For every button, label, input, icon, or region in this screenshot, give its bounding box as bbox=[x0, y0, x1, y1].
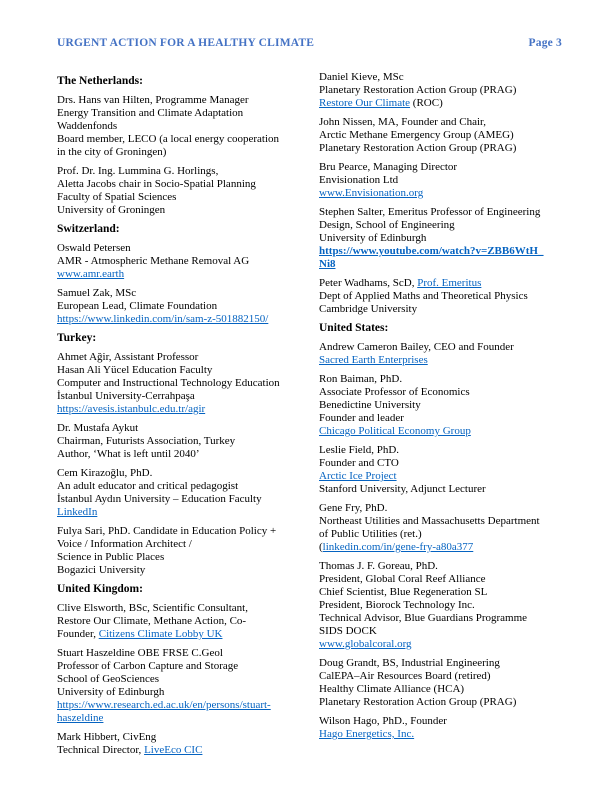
entry-text: Oswald Petersen bbox=[57, 242, 131, 254]
content-columns bbox=[57, 71, 562, 763]
country-heading: Switzerland: bbox=[57, 223, 120, 235]
entry-text: Doug Grandt, BS, Industrial Engineering bbox=[319, 657, 500, 669]
signatory-entry bbox=[57, 602, 303, 641]
signatory-entry bbox=[319, 277, 565, 316]
entry-text: Science in Public Places bbox=[57, 551, 165, 563]
signatory-entry bbox=[57, 242, 303, 281]
signatory-entry bbox=[319, 341, 565, 367]
entry-link[interactable]: Arctic Ice Project bbox=[319, 470, 397, 482]
entry-link[interactable]: LiveEco CIC bbox=[144, 744, 203, 756]
entry-text: School of GeoSciences bbox=[57, 673, 160, 685]
entry-text: SIDS DOCK bbox=[319, 625, 377, 637]
entry-text: Chairman, Futurists Association, Turkey bbox=[57, 435, 236, 447]
entry-text: Author, ‘What is left until 2040’ bbox=[57, 448, 200, 460]
entry-text: University of Edinburgh bbox=[319, 232, 427, 244]
entry-text: Voice / Information Architect / bbox=[57, 538, 192, 550]
signatory-entry bbox=[319, 715, 565, 741]
entry-text: Founder and leader bbox=[319, 412, 404, 424]
entry-text: Stuart Haszeldine OBE FRSE C.Geol bbox=[57, 647, 223, 659]
entry-text: Envisionation Ltd bbox=[319, 174, 399, 186]
entry-text: Ahmet Ağir, Assistant Professor bbox=[57, 351, 199, 363]
column-left bbox=[57, 71, 303, 763]
entry-text: Samuel Zak, MSc bbox=[57, 287, 137, 299]
entry-text: Cambridge University bbox=[319, 303, 418, 315]
signatory-entry bbox=[57, 422, 303, 461]
entry-text: AMR - Atmospheric Methane Removal AG bbox=[57, 255, 250, 267]
country-heading: The Netherlands: bbox=[57, 75, 143, 87]
entry-text: Faculty of Spatial Sciences bbox=[57, 191, 177, 203]
signatory-entry bbox=[319, 560, 565, 651]
entry-text: Mark Hibbert, CivEng bbox=[57, 731, 157, 743]
entry-text: Benedictine University bbox=[319, 399, 421, 411]
entry-text: Dr. Mustafa Aykut bbox=[57, 422, 139, 434]
entry-text: ( bbox=[319, 541, 323, 553]
entry-text: Board member, LECO (a local energy cooperation bbox=[57, 133, 280, 145]
entry-text: Aletta Jacobs chair in Socio-Spatial Planning bbox=[57, 178, 256, 190]
page-header bbox=[57, 37, 562, 50]
entry-link[interactable]: Hago Energetics, Inc. bbox=[319, 728, 415, 740]
signatory-entry bbox=[57, 165, 303, 217]
entry-text: Cem Kirazoğlu, PhD. bbox=[57, 467, 153, 479]
signatory-entry bbox=[57, 731, 303, 757]
entry-text: Thomas J. F. Goreau, PhD. bbox=[319, 560, 438, 572]
entry-text: European Lead, Climate Foundation bbox=[57, 300, 218, 312]
entry-text: Prof. Dr. Ing. Lummina G. Horlings, bbox=[57, 165, 219, 177]
entry-text: University of Groningen bbox=[57, 204, 166, 216]
entry-text: John Nissen, MA, Founder and Chair, bbox=[319, 116, 486, 128]
entry-text: Arctic Methane Emergency Group (AMEG) bbox=[319, 129, 514, 141]
entry-text: Stanford University, Adjunct Lecturer bbox=[319, 483, 486, 495]
entry-text: Founder, bbox=[57, 628, 99, 640]
entry-text: An adult educator and critical pedagogist bbox=[57, 480, 239, 492]
signatory-entry bbox=[319, 444, 565, 496]
entry-text: Wilson Hago, PhD., Founder bbox=[319, 715, 447, 727]
entry-text: Leslie Field, PhD. bbox=[319, 444, 400, 456]
entry-text: Bru Pearce, Managing Director bbox=[319, 161, 458, 173]
page-number: Page 3 bbox=[528, 37, 562, 49]
signatory-entry bbox=[319, 206, 565, 271]
signatory-entry bbox=[57, 525, 303, 577]
entry-text: of Public Utilities (ret.) bbox=[319, 528, 422, 540]
entry-text: Waddenfonds bbox=[57, 120, 118, 132]
entry-text: Ron Baiman, PhD. bbox=[319, 373, 403, 385]
entry-link[interactable]: Sacred Earth Enterprises bbox=[319, 354, 428, 366]
entry-link[interactable]: Prof. Emeritus bbox=[417, 277, 482, 289]
entry-text: (ROC) bbox=[410, 97, 443, 109]
signatory-entry bbox=[319, 161, 565, 200]
entry-text: President, Global Coral Reef Alliance bbox=[319, 573, 486, 585]
signatory-entry bbox=[319, 657, 565, 709]
country-heading: United Kingdom: bbox=[57, 583, 143, 595]
entry-link[interactable]: https://www.research.ed.ac.uk/en/persons/stuart- bbox=[57, 699, 271, 711]
entry-text: Drs. Hans van Hilten, Programme Manager bbox=[57, 94, 249, 106]
entry-text: İstanbul University-Cerrahpaşa bbox=[57, 390, 195, 402]
entry-link[interactable]: https://www.linkedin.com/in/sam-z-501882150/ bbox=[57, 313, 269, 325]
entry-text: Peter Wadhams, ScD, bbox=[319, 277, 418, 289]
entry-text: Energy Transition and Climate Adaptation bbox=[57, 107, 244, 119]
entry-link[interactable]: https://avesis.istanbulc.edu.tr/agir bbox=[57, 403, 206, 415]
entry-text: Chief Scientist, Blue Regeneration SL bbox=[319, 586, 488, 598]
entry-text: in the city of Groningen) bbox=[57, 146, 167, 158]
entry-text: Planetary Restoration Action Group (PRAG) bbox=[319, 84, 517, 96]
signatory-entry bbox=[57, 287, 303, 326]
entry-text: Fulya Sari, PhD. Candidate in Education Policy + bbox=[57, 525, 277, 537]
country-heading: United States: bbox=[319, 322, 389, 334]
signatory-entry bbox=[319, 502, 565, 554]
entry-text: Healthy Climate Alliance (HCA) bbox=[319, 683, 465, 695]
entry-text: Planetary Restoration Action Group (PRAG) bbox=[319, 142, 517, 154]
entry-text: Andrew Cameron Bailey, CEO and Founder bbox=[319, 341, 514, 353]
entry-text: Hasan Ali Yücel Education Faculty bbox=[57, 364, 213, 376]
entry-link[interactable]: www.amr.earth bbox=[57, 268, 125, 280]
entry-text: Technical Advisor, Blue Guardians Programme bbox=[319, 612, 528, 624]
entry-link[interactable]: Restore Our Climate bbox=[319, 97, 411, 109]
entry-text: Associate Professor of Economics bbox=[319, 386, 470, 398]
entry-link[interactable]: www.Envisionation.org bbox=[319, 187, 424, 199]
entry-text: Gene Fry, PhD. bbox=[319, 502, 388, 514]
signatory-entry bbox=[319, 373, 565, 438]
signatory-entry bbox=[57, 94, 303, 159]
entry-link[interactable]: www.globalcoral.org bbox=[319, 638, 412, 650]
entry-link[interactable]: https://www.youtube.com/watch?v=ZBB6WtH_ bbox=[319, 245, 544, 257]
entry-link[interactable]: Chicago Political Economy Group bbox=[319, 425, 471, 437]
entry-text: Computer and Instructional Technology Education bbox=[57, 377, 280, 389]
entry-text: Dept of Applied Maths and Theoretical Physics bbox=[319, 290, 528, 302]
entry-link[interactable]: LinkedIn bbox=[57, 506, 98, 518]
entry-text: Restore Our Climate, Methane Action, Co- bbox=[57, 615, 247, 627]
entry-text: Technical Director, bbox=[57, 744, 145, 756]
entry-link[interactable]: haszeldine bbox=[57, 712, 104, 724]
signatory-entry bbox=[57, 467, 303, 519]
entry-text: Founder and CTO bbox=[319, 457, 399, 469]
signatory-entry bbox=[319, 71, 565, 110]
entry-text: Daniel Kieve, MSc bbox=[319, 71, 404, 83]
entry-text: Professor of Carbon Capture and Storage bbox=[57, 660, 239, 672]
entry-text: President, Biorock Technology Inc. bbox=[319, 599, 475, 611]
country-heading: Turkey: bbox=[57, 332, 97, 344]
entry-link[interactable]: Ni8 bbox=[319, 258, 336, 270]
entry-text: Planetary Restoration Action Group (PRAG) bbox=[319, 696, 517, 708]
signatory-entry bbox=[319, 116, 565, 155]
entry-text: İstanbul Aydın University – Education Faculty bbox=[57, 493, 262, 505]
entry-text: University of Edinburgh bbox=[57, 686, 165, 698]
signatory-entry bbox=[57, 351, 303, 416]
entry-link[interactable]: linkedin.com/in/gene-fry-a80a377 bbox=[322, 541, 474, 553]
entry-text: Design, School of Engineering bbox=[319, 219, 455, 231]
signatory-entry bbox=[57, 647, 303, 725]
entry-text: Bogazici University bbox=[57, 564, 146, 576]
entry-link[interactable]: Citizens Climate Lobby UK bbox=[98, 628, 223, 640]
document-title: URGENT ACTION FOR A HEALTHY CLIMATE bbox=[57, 37, 315, 49]
entry-text: Stephen Salter, Emeritus Professor of Engineering bbox=[319, 206, 541, 218]
column-right bbox=[319, 71, 565, 763]
entry-text: Clive Elsworth, BSc, Scientific Consultant, bbox=[57, 602, 248, 614]
entry-text: CalEPA–Air Resources Board (retired) bbox=[319, 670, 491, 682]
entry-text: Northeast Utilities and Massachusetts Department bbox=[319, 515, 540, 527]
